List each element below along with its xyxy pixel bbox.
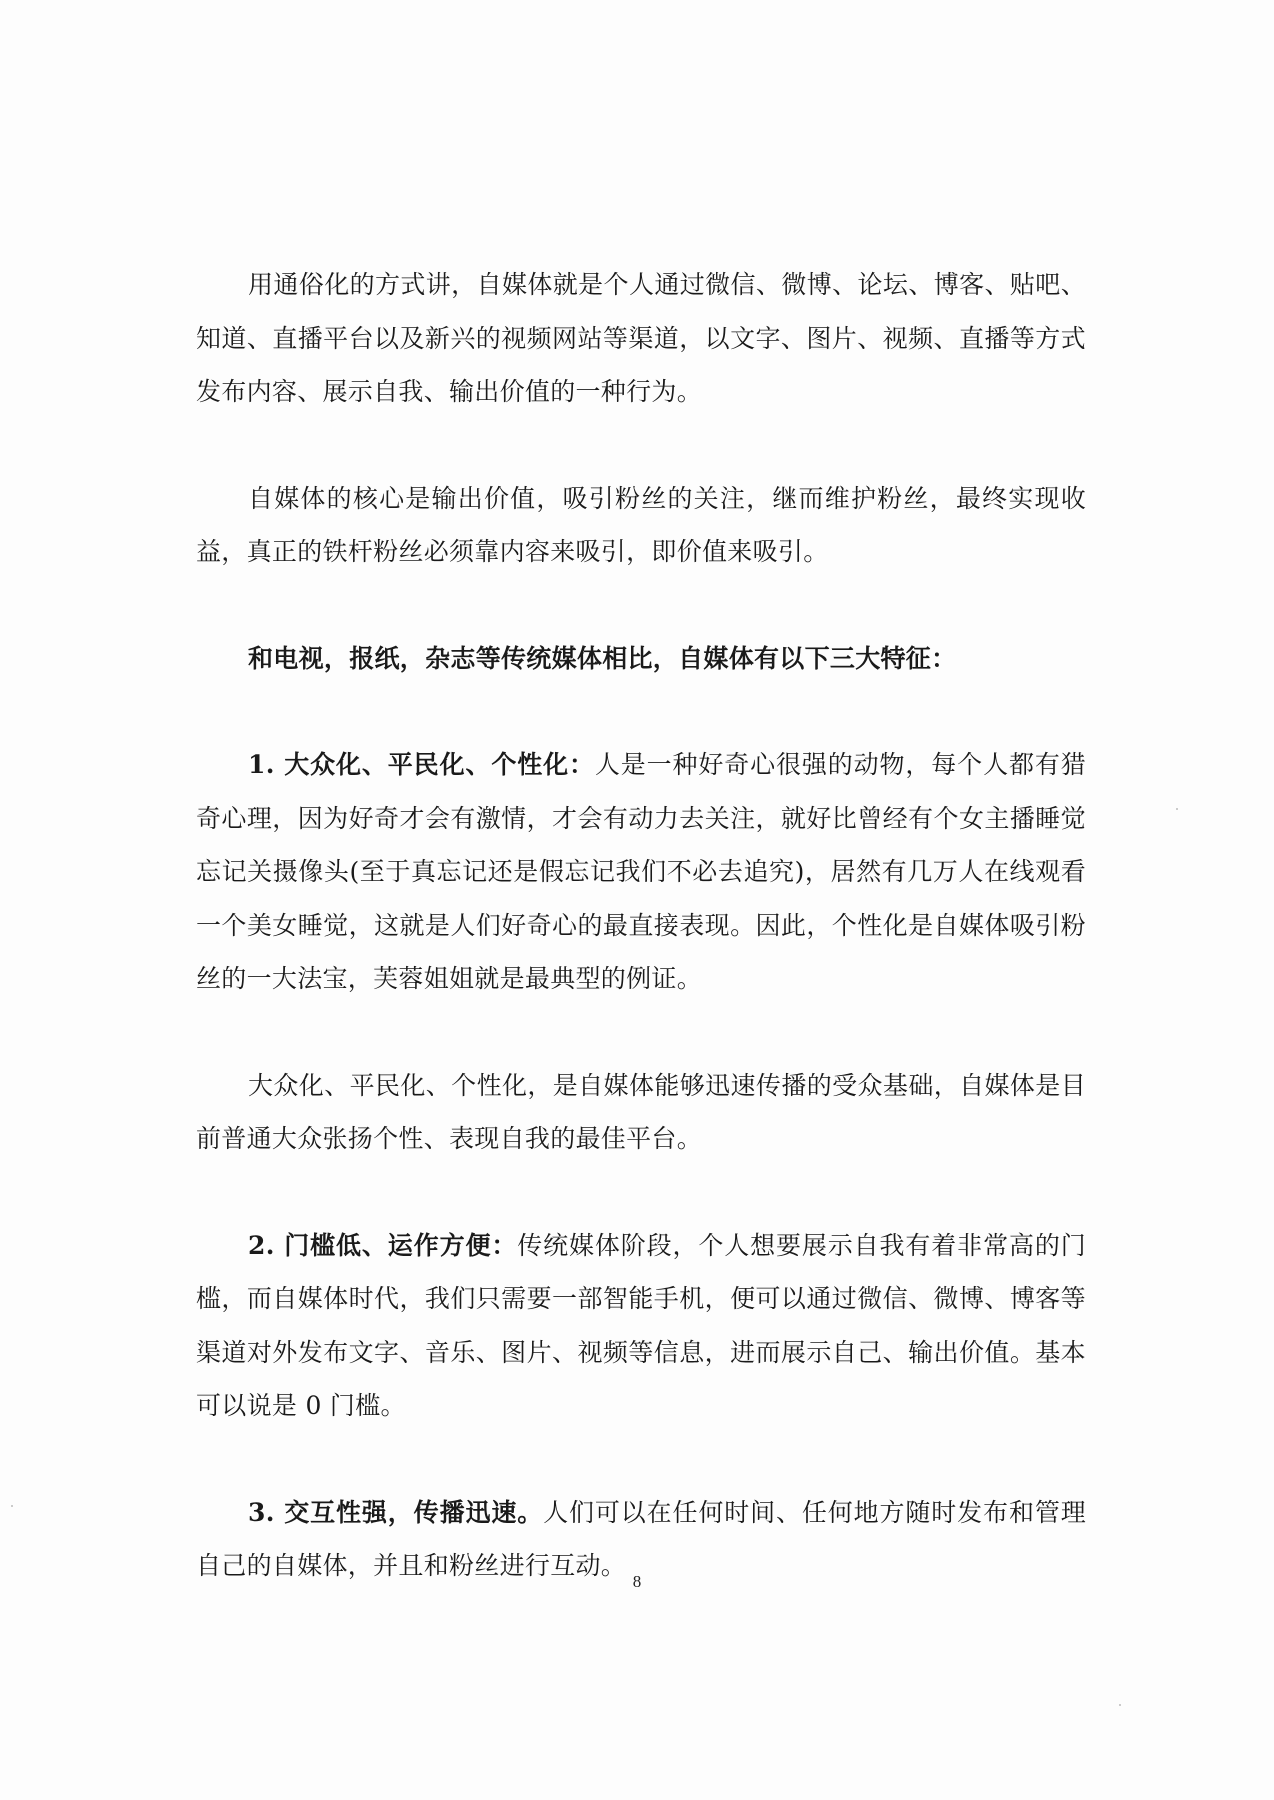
paragraph-text: 人是一种好奇心很强的动物，每个人都有猎奇心理，因为好奇才会有激情，才会有动力去关注，就好比曾经有个女主播睡觉忘记关摄像头(至于真忘记还是假忘记我们不必去追究)，居然有几万人在线观看一个美女睡觉，这就是人们好奇心的最直接表现。因此，个性化是自媒体吸引粉丝的一大法宝，芙蓉姐姐就是最典型的例证。 bbox=[196, 750, 1087, 993]
paragraph-text: 人们可以在任何时间、任何地方随时发布和管理自己的自媒体，并且和粉丝进行互动。 bbox=[196, 1497, 1086, 1580]
page-number: 8 bbox=[632, 1572, 642, 1591]
body-text bbox=[196, 258, 1086, 1646]
scan-speck bbox=[1119, 1704, 1121, 1706]
paragraph-lead: 和电视，报纸，杂志等传统媒体相比，自媒体有以下三大特征： bbox=[248, 643, 957, 673]
paragraph-lead: 3. 交互性强，传播迅速。 bbox=[248, 1497, 544, 1527]
scan-speck bbox=[1176, 808, 1178, 810]
paragraph-lead: 1. 大众化、平民化、个性化： bbox=[248, 750, 595, 779]
paragraph-feature-2 bbox=[196, 1219, 1086, 1433]
paragraph-text: 用通俗化的方式讲，自媒体就是个人通过微信、微博、论坛、博客、贴吧、知道、直播平台以及新兴的视频网站等渠道，以文字、图片、视频、直播等方式发布内容、展示自我、输出价值的一种行为。 bbox=[196, 270, 1086, 406]
paragraph-core bbox=[196, 472, 1086, 579]
paragraph-text: 传统媒体阶段，个人想要展示自我有着非常高的门槛，而自媒体时代，我们只需要一部智能手机，便可以通过微信、微博、博客等渠道对外发布文字、音乐、图片、视频等信息，进而展示自己、输出价值。基本可以说是 0 门槛。 bbox=[196, 1230, 1087, 1420]
scan-speck bbox=[11, 1505, 13, 1507]
paragraph-features-intro bbox=[196, 632, 1086, 686]
paragraph-feature-1-summary bbox=[196, 1059, 1086, 1166]
paragraph-definition bbox=[196, 258, 1086, 419]
paragraph-lead: 2. 门槛低、运作方便： bbox=[248, 1230, 518, 1260]
paragraph-text: 大众化、平民化、个性化，是自媒体能够迅速传播的受众基础，自媒体是目前普通大众张扬个性、表现自我的最佳平台。 bbox=[196, 1070, 1086, 1153]
paragraph-feature-1 bbox=[196, 738, 1086, 1006]
paragraph-text: 自媒体的核心是输出价值，吸引粉丝的关注，继而维护粉丝，最终实现收益，真正的铁杆粉丝必须靠内容来吸引，即价值来吸引。 bbox=[196, 483, 1086, 566]
